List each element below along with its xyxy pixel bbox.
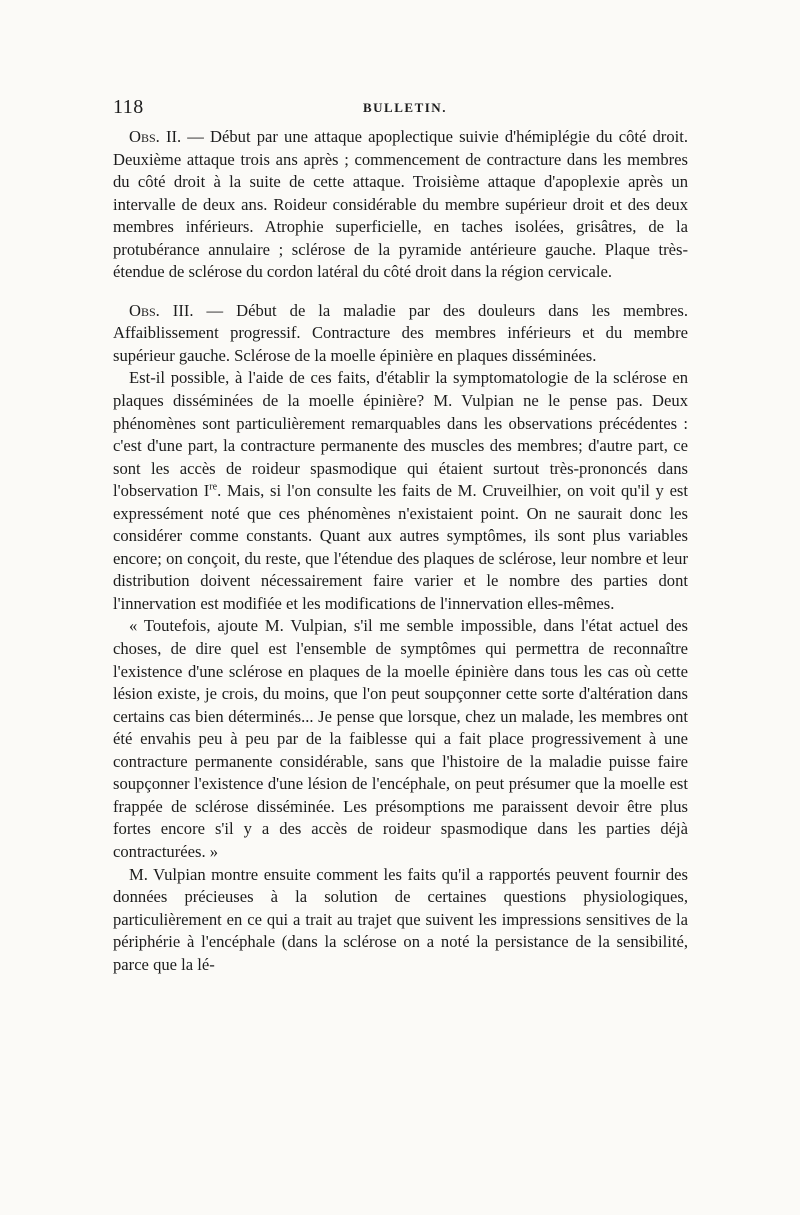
superscript-re: re — [209, 481, 218, 493]
observation-2 — [113, 126, 688, 284]
observation-2-label: Obs. II. — [129, 127, 182, 146]
page-header — [113, 96, 688, 120]
observation-3-text: — Début de la maladie par des douleurs dans les membres. Affaiblissement progressif. Contracture des membres inférieurs et du membre supérieur gauche. Sclérose de la moelle épinière en plaques disséminées. — [113, 300, 688, 365]
paragraph-symptomatology-text-a: Est-il possible, à l'aide de ces faits, d'établir la symptomatologie de la sclérose en plaques disséminées de la moelle épinière? M. Vulpian ne le pense pas. Deux phénomènes sont particulièrement remarquables dans les observations précédentes : c'est d'une part, la contracture permanente des muscles des membres; d'autre part, ce sont les accès de roideur spasmodique qui étaient surtout très-prononcés dans l'observation I — [113, 368, 688, 501]
observation-3 — [113, 300, 688, 368]
body-text — [113, 126, 688, 976]
paragraph-physiology: M. Vulpian montre ensuite comment les faits qu'il a rapportés peuvent fournir des données précieuses à la solution de certaines questions physiologiques, particulièrement en ce qui a trait au trajet que suivent les impressions sensitives de la périphérie à l'encéphale (dans la sclérose on a noté la persistance de la sensibilité, parce que la lé- — [113, 864, 688, 974]
paragraph-symptomatology-text-b: . Mais, si l'on consulte les faits de M. Cruveilhier, on voit qu'il y est expressément noté que ces phénomènes n'existaient point. On ne saurait donc les considérer comme constants. Quant aux autres symptômes, ils sont plus variables encore; on conçoit, du reste, que l'étendue des plaques de sclérose, leur nombre et leur distribution doivent nécessairement faire varier et le nombre des parties dont l'innervation est modifiée et les modifications de l'innervation elles-mêmes. — [113, 481, 689, 613]
paragraph-vulpian-quote: « Toutefois, ajoute M. Vulpian, s'il me semble impossible, dans l'état actuel des choses, de dire quel est l'ensemble de symptômes qui permettra de reconnaître l'existence d'une sclérose en plaques de la moelle épinière dans tous les cas où cette lésion existe, je crois, du moins, que l'on peut soupçonner cette sorte d'altération dans certains cas bien déterminés... Je pense que lorsque, chez un malade, les membres ont été envahis peu à peu par de la faiblesse qui a fait place progressivement à une contracture permanente considérable, sans que l'histoire de la maladie puisse faire soupçonner l'existence d'une lésion de l'encéphale, on peut présumer que la moelle est frappée de sclérose disséminée. Les présomptions me paraissent devoir être plus fortes encore s'il y a des accès de roideur spasmodique dans les parties déjà contracturées. » — [113, 616, 688, 861]
running-head: BULLETIN. — [363, 100, 447, 115]
paragraph-symptomatology — [113, 367, 688, 615]
observation-3-label: Obs. III. — [129, 300, 194, 320]
observation-2-text: — Début par une attaque apoplectique suivie d'hémiplégie du côté droit. Deuxième attaque trois ans après ; commencement de contracture dans les membres du côté droit à la suite de cette attaque. Troisième attaque d'apoplexie après un intervalle de deux ans. Roideur considérable du membre supérieur droit et des deux membres inférieurs. Atrophie superficielle, en taches isolées, grisâtres, de la protubérance annulaire ; sclérose de la pyramide antérieure gauche. Plaque très-étendue de sclérose du cordon latéral du côté droit dans la région cervicale. — [113, 127, 688, 282]
page-number: 118 — [113, 96, 144, 118]
